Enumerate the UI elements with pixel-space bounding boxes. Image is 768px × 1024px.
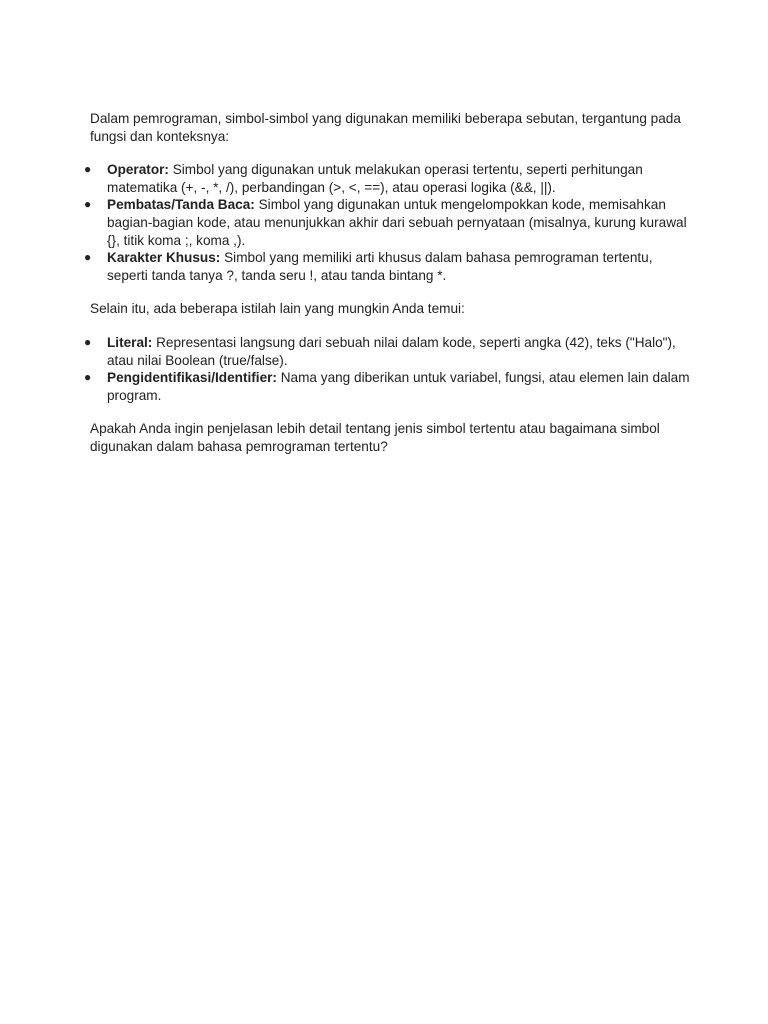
list-item-term: Literal: [107, 334, 153, 350]
list-item-term: Karakter Khusus: [107, 250, 221, 266]
symbol-types-list [84, 161, 690, 284]
bullet-icon: ● [84, 162, 92, 177]
list-item [84, 369, 690, 404]
bullet-icon: ● [84, 370, 92, 385]
list-item [84, 334, 690, 369]
list-item-term: Pembatas/Tanda Baca: [107, 197, 255, 213]
bullet-icon: ● [84, 250, 92, 265]
document-body [84, 110, 690, 456]
list-item-text: Nama yang diberikan untuk variabel, fungsi, atau elemen lain dalam program. [107, 370, 690, 403]
list-item [84, 161, 690, 196]
list-item-term: Operator: [107, 162, 169, 178]
list-item-text: Simbol yang digunakan untuk mengelompokkan kode, memisahkan bagian-bagian kode, atau menunjukkan akhir dari sebuah pernyataan (misalnya, kurung kurawal {}, titik koma ;, koma ,). [107, 197, 687, 248]
other-terms-list [84, 334, 690, 404]
list-item-term: Pengidentifikasi/Identifier: [107, 370, 277, 386]
closing-paragraph: Apakah Anda ingin penjelasan lebih detail tentang jenis simbol tertentu atau bagaimana simbol digunakan dalam bahasa pemrograman tertentu? [90, 421, 660, 454]
intro-paragraph: Dalam pemrograman, simbol-simbol yang digunakan memiliki beberapa sebutan, tergantung pada fungsi dan konteksnya: [90, 111, 681, 144]
list-item-text: Simbol yang digunakan untuk melakukan operasi tertentu, seperti perhitungan matematika (+, -, *, /), perbandingan (>, <, ==), atau operasi logika (&&, ||). [107, 162, 643, 195]
list-item [84, 249, 690, 284]
bullet-icon: ● [84, 197, 92, 212]
list-item [84, 196, 690, 249]
bullet-icon: ● [84, 334, 92, 349]
middle-paragraph: Selain itu, ada beberapa istilah lain yang mungkin Anda temui: [90, 301, 465, 317]
list-item-text: Simbol yang memiliki arti khusus dalam bahasa pemrograman tertentu, seperti tanda tanya ?, tanda seru !, atau tanda bintang *. [107, 250, 653, 283]
list-item-text: Representasi langsung dari sebuah nilai dalam kode, seperti angka (42), teks ("Halo"), atau nilai Boolean (true/false). [107, 334, 676, 368]
